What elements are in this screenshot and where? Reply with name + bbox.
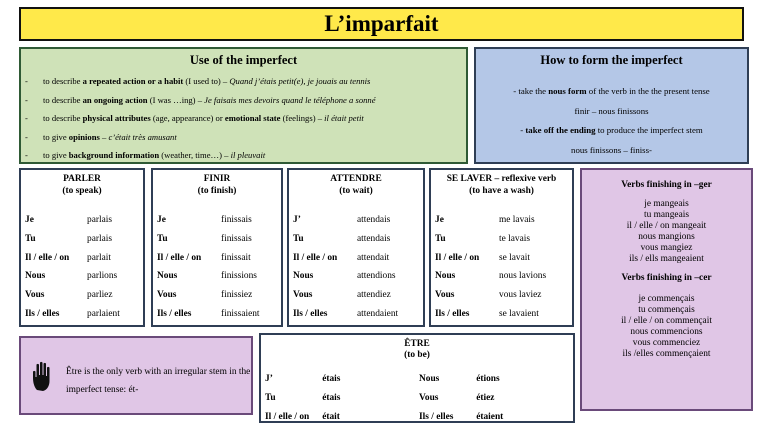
table-row: Vous vous laviez [435, 290, 542, 301]
table-title: ÊTRE (to be) [404, 339, 430, 360]
table-row: Ils / elles finissaient [157, 308, 260, 319]
list-item: je mangeais [644, 199, 689, 209]
page-title [19, 7, 744, 41]
table-row: Ils / elles attendaient [293, 308, 399, 319]
table-row: Je me lavais [435, 215, 535, 226]
list-item: vous commenciez [632, 338, 701, 348]
list-item: nous mangions [638, 232, 695, 242]
use-bullet-1: - to describe a repeated action or a habit (I used to) – Quand j’étais petit(e), je jouais au tennis [25, 76, 371, 86]
how-step-1: - take the nous form of the verb in the the present tense [513, 86, 710, 96]
use-heading: Use of the imperfect [189, 53, 298, 67]
table-row: Je parlais [25, 215, 112, 226]
how-example-1: finir – nous finissons [574, 105, 649, 116]
table-row: Vous parliez [25, 290, 113, 301]
ger-heading: Verbs finishing in –ger [621, 180, 712, 190]
table-title: SE LAVER – reflexive verb (to have a wash) [446, 174, 557, 196]
list-item: nous commencions [630, 327, 703, 337]
table-row: Il / elle / on était Ils / elles étaient [265, 411, 504, 422]
table-row: Nous attendions [293, 271, 396, 282]
table-row: Nous finissions [157, 271, 257, 282]
table-row: Vous finissiez [157, 290, 253, 301]
table-row: J’ étais Nous étions [265, 373, 500, 384]
page-title-text: L’imparfait [324, 11, 439, 36]
list-item: je commençais [638, 294, 695, 304]
cer-heading: Verbs finishing in –cer [621, 273, 712, 283]
hand-stop-icon [31, 360, 57, 392]
conjugation-table-attendre [287, 168, 425, 327]
list-item: tu mangeais [643, 210, 690, 220]
conjugation-table-finir [151, 168, 283, 327]
use-bullet-2: - to describe an ongoing action (I was …ing) – Je faisais mes devoirs quand le téléphone a sonné [25, 94, 376, 105]
table-row: Tu te lavais [435, 234, 530, 245]
table-title: FINIR (to finish) [197, 174, 237, 196]
how-heading: How to form the imperfect [540, 53, 683, 67]
table-row: Il / elle / on attendait [293, 252, 390, 263]
table-row: Nous nous lavions [435, 271, 547, 282]
table-row: Il / elle / on se lavait [435, 252, 530, 263]
table-row: Tu étais Vous étiez [265, 392, 495, 403]
spelling-change-verbs-panel [580, 168, 753, 411]
use-bullet-3: - to describe physical attributes (age, appearance) or emotional state (feelings) – il était petit [25, 113, 364, 123]
table-row: Nous parlions [25, 271, 118, 282]
table-title: ATTENDRE (to wait) [330, 174, 382, 196]
conjugation-table-parler [19, 168, 145, 327]
table-row: Tu finissais [157, 234, 252, 245]
etre-note-panel [19, 336, 253, 415]
table-row: Je finissais [157, 215, 252, 226]
use-bullet-4: - to give opinions – c’était très amusant [25, 131, 177, 142]
conjugation-table-etre [259, 333, 575, 423]
how-example-2: nous finissons – finiss- [571, 144, 652, 155]
etre-note-text: Être is the only verb with an irregular stem in the imperfect tense: ét- [66, 367, 251, 395]
table-row: Il / elle / on finissait [157, 252, 251, 263]
how-step-2: - take off the ending to produce the imperfect stem [520, 125, 703, 135]
list-item: ils /elles commençaient [622, 349, 711, 359]
list-item: il / elle / on commençait [621, 316, 712, 326]
table-title: PARLER (to speak) [62, 174, 102, 196]
list-item: ils / ells mangeaient [629, 254, 704, 264]
list-item: il / elle / on mangeait [626, 221, 707, 231]
use-of-imperfect-panel [19, 47, 468, 164]
table-row: Vous attendiez [293, 290, 391, 301]
table-row: Il / elle / on parlait [25, 252, 111, 263]
how-to-form-panel [474, 47, 749, 164]
table-row: Tu attendais [293, 234, 391, 245]
table-row: Tu parlais [25, 234, 112, 245]
table-row: Ils / elles parlaient [25, 308, 120, 319]
list-item: vous mangiez [640, 243, 693, 253]
use-bullet-5: - to give background information (weather, time…) – il pleuvait [25, 150, 266, 160]
table-row: J’ attendais [293, 215, 391, 226]
table-row: Ils / elles se lavaient [435, 308, 539, 319]
list-item: tu commençais [638, 305, 695, 315]
conjugation-table-se-laver [429, 168, 574, 327]
